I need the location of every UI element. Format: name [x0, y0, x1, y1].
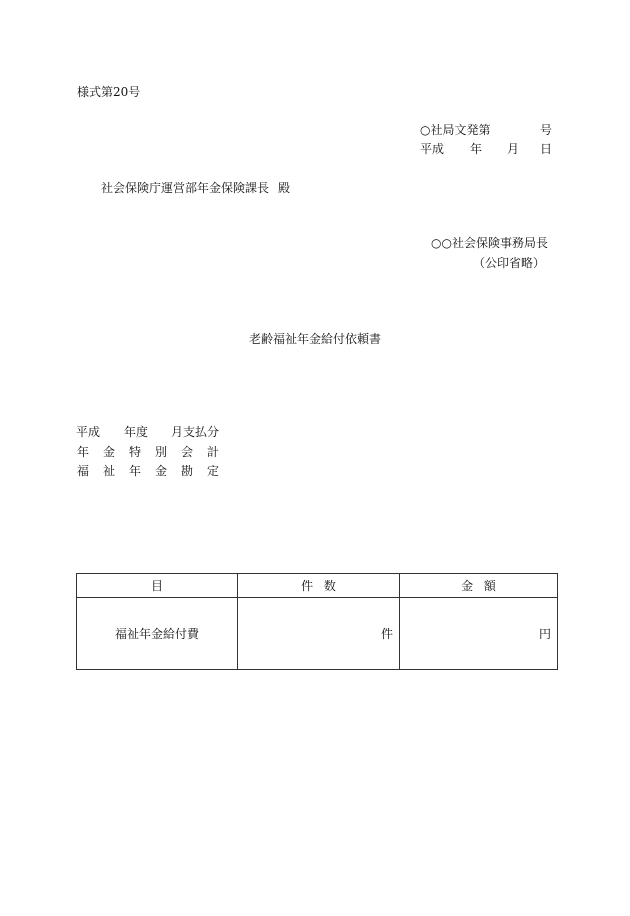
addressee-honorific: 殿: [278, 181, 291, 195]
seal-note: （公印省略）: [473, 256, 546, 270]
ledger-account-char: 特: [128, 445, 141, 459]
ledger-account-char: 計: [206, 445, 219, 459]
form-number: 様式第20号: [77, 85, 141, 99]
header-amount: 金額: [400, 574, 558, 598]
addressee: 社会保険庁運営部年金保険課長: [101, 181, 270, 195]
ledger-account-char: 会: [180, 445, 193, 459]
ledger-account-char: 金: [102, 445, 115, 459]
ledger-budget-char: 定: [206, 464, 219, 478]
date-year: 年: [470, 142, 483, 156]
table-row: [77, 598, 558, 670]
document-title: 老齢福祉年金給付依頼書: [248, 332, 381, 346]
ledger-budget-char: 福: [76, 464, 89, 478]
document-number-label: ○社局文発第: [420, 123, 491, 137]
ledger-period-year: 年度: [124, 425, 149, 439]
ledger-account-char: 年: [76, 445, 89, 459]
ledger-period-era: 平成: [76, 425, 101, 439]
ledger-budget-char: 勘: [180, 464, 193, 478]
ledger-budget-char: 金: [154, 464, 167, 478]
ledger-budget-char: 祉: [102, 464, 115, 478]
row-item: 福祉年金給付費: [77, 598, 238, 670]
issue-date: [420, 142, 552, 156]
table-header-row: [77, 574, 558, 598]
header-item: 目: [77, 574, 238, 598]
row-count: 件: [238, 598, 400, 670]
ledger-period-month: 月支払分: [171, 425, 220, 439]
ledger-account-char: 別: [154, 445, 167, 459]
sender: ○○社会保険事務局長: [431, 236, 548, 250]
document-number-unit: 号: [539, 123, 552, 137]
payment-table: [76, 573, 558, 670]
ledger-budget-char: 年: [128, 464, 141, 478]
date-month: 月: [507, 142, 520, 156]
date-era: 平成: [420, 142, 445, 156]
row-amount: 円: [400, 598, 558, 670]
header-count: 件数: [238, 574, 400, 598]
date-day: 日: [539, 142, 552, 156]
